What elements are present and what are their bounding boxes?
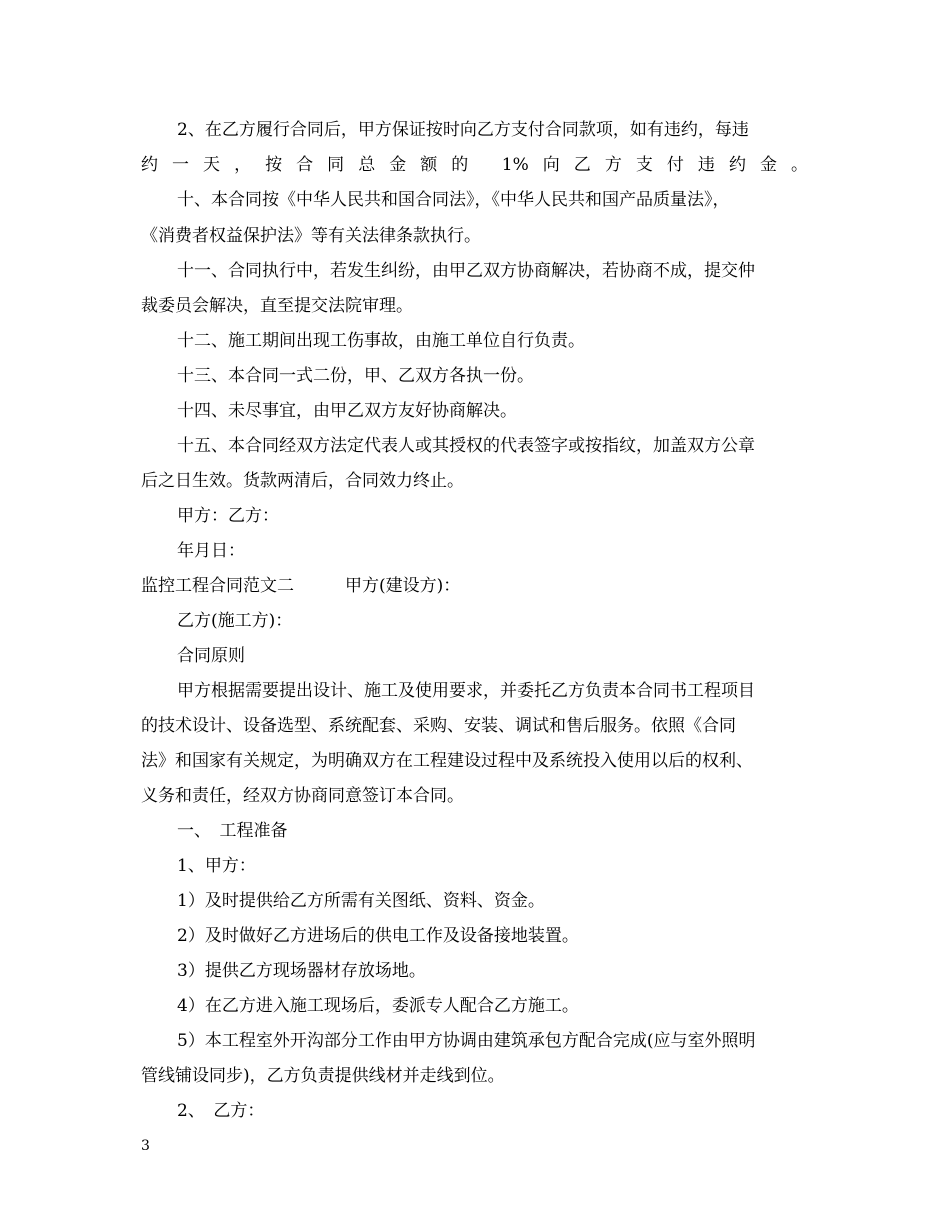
list-item: 5）本工程室外开沟部分工作由甲方协调由建筑承包方配合完成(应与室外照明 bbox=[177, 1031, 756, 1051]
text-line: 义务和责任，经双方协商同意签订本合同。 bbox=[141, 786, 464, 806]
text-line: 后之日生效。货款两清后，合同效力终止。 bbox=[141, 471, 464, 491]
text-line: 十五、本合同经双方法定代表人或其授权的代表签字或按指纹，加盖双方公章 bbox=[177, 436, 755, 456]
text-line: 管线铺设同步)，乙方负责提供线材并走线到位。 bbox=[141, 1066, 505, 1086]
text-line: 十四、未尽事宜，由甲乙双方友好协商解决。 bbox=[177, 401, 517, 421]
text-line: 合同原则 bbox=[177, 646, 245, 666]
text-line: 1、甲方： bbox=[177, 856, 256, 876]
text-line: 法》和国家有关规定，为明确双方在工程建设过程中及系统投入使用以后的权利、 bbox=[141, 751, 753, 771]
text-line: 的技术设计、设备选型、系统配套、采购、安装、调试和售后服务。依照《合同 bbox=[141, 716, 736, 736]
text-line: 十一、合同执行中，若发生纠纷，由甲乙双方协商解决，若协商不成，提交仲 bbox=[177, 261, 755, 281]
list-item: 1）及时提供给乙方所需有关图纸、资料、资金。 bbox=[177, 891, 545, 911]
list-item: 3）提供乙方现场器材存放场地。 bbox=[177, 961, 426, 981]
text-line: 十三、本合同一式二份，甲、乙双方各执一份。 bbox=[177, 366, 534, 386]
text-line: 约一天，按合同总金额的 1%向乙方支付违约金。 bbox=[141, 155, 808, 175]
section-heading: 一、 工程准备 bbox=[177, 821, 288, 841]
list-item: 4）在乙方进入施工现场后，委派专人配合乙方施工。 bbox=[177, 996, 579, 1016]
text-line: 2、在乙方履行合同后，甲方保证按时向乙方支付合同款项，如有违约，每违 bbox=[177, 120, 749, 140]
text-line: 监控工程合同范文二 甲方(建设方)： bbox=[141, 576, 461, 596]
text-line: 甲方：乙方： bbox=[177, 506, 279, 526]
text-line: 甲方根据需要提出设计、施工及使用要求，并委托乙方负责本合同书工程项目 bbox=[177, 681, 755, 701]
list-item: 2）及时做好乙方进场后的供电工作及设备接地装置。 bbox=[177, 926, 579, 946]
text-line: 年月日： bbox=[177, 541, 245, 561]
text-line: 乙方(施工方)： bbox=[177, 611, 293, 631]
text-line: 《消费者权益保护法》等有关法律条款执行。 bbox=[141, 226, 481, 246]
text-line: 十二、施工期间出现工伤事故，由施工单位自行负责。 bbox=[177, 331, 585, 351]
text-line: 十、本合同按《中华人民共和国合同法》，《中华人民共和国产品质量法》， bbox=[177, 190, 730, 210]
page-number: 3 bbox=[141, 1138, 150, 1154]
text-line: 裁委员会解决，直至提交法院审理。 bbox=[141, 296, 413, 316]
text-line: 2、 乙方： bbox=[177, 1101, 265, 1121]
